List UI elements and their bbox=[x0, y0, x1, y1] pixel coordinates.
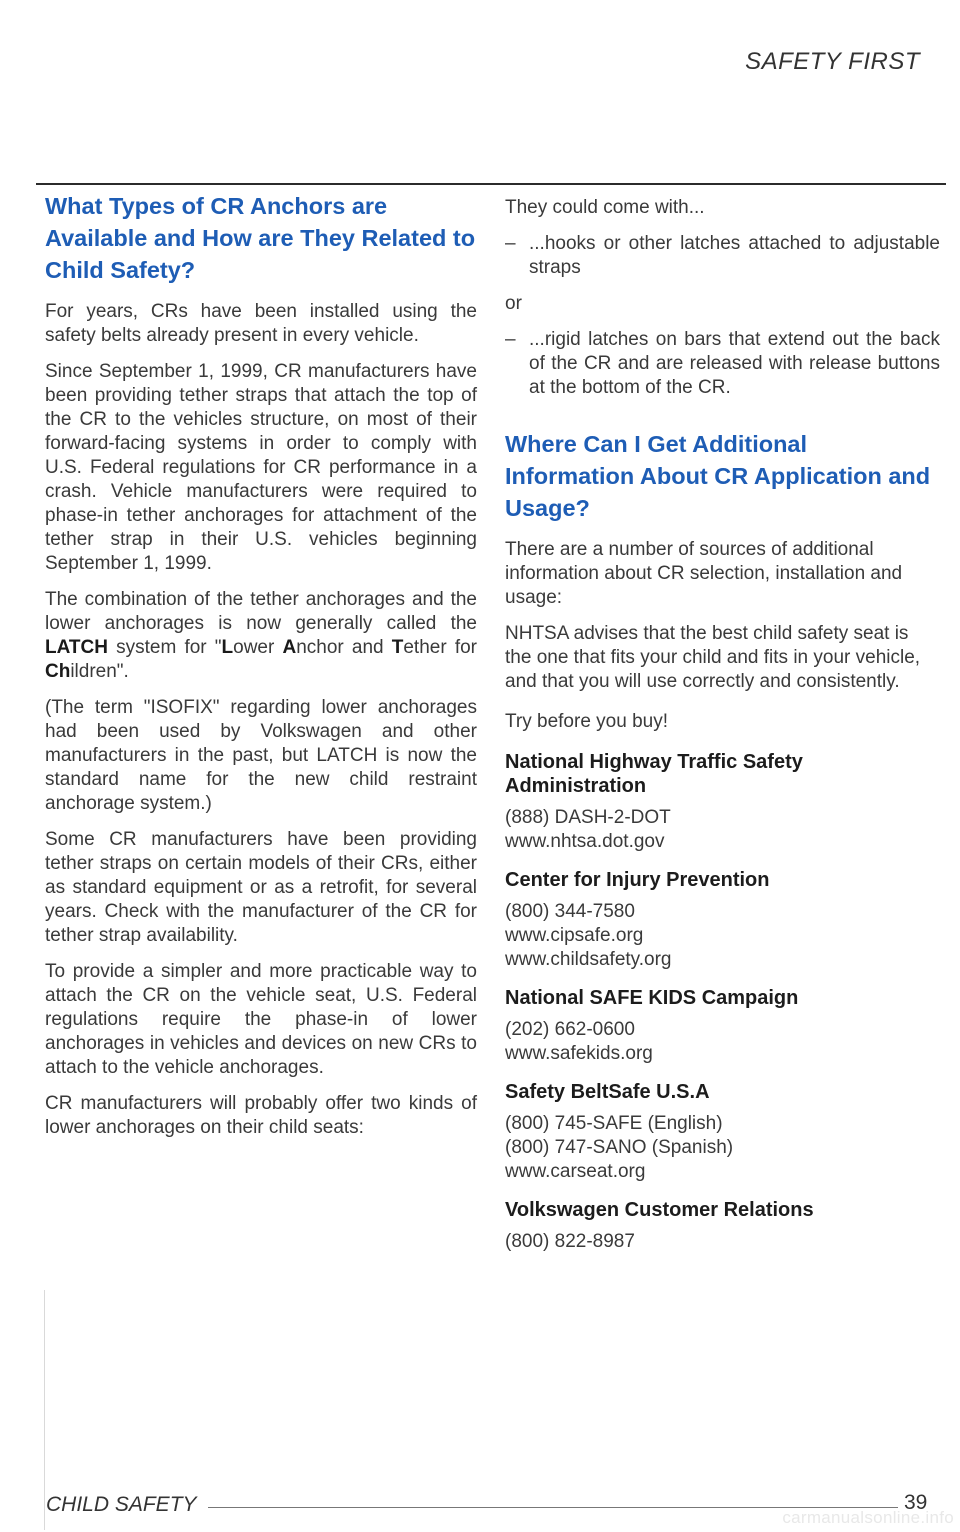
paragraph: (The term "ISOFIX" regarding lower anchorages had been used by Volkswagen and other manufacturers in the past, but LATCH is now the standard name for the new child restraint anchorage system.) bbox=[45, 697, 477, 814]
paragraph-intro: They could come with... bbox=[505, 197, 705, 218]
phone: (888) DASH-2-DOT bbox=[505, 807, 671, 828]
paragraph-try: Try before you buy! bbox=[505, 711, 668, 732]
running-head: SAFETY FIRST bbox=[745, 48, 920, 75]
website-link[interactable]: www.nhtsa.dot.gov bbox=[505, 831, 665, 852]
org-name: Center for Injury Prevention bbox=[505, 869, 770, 891]
paragraph: CR manufacturers will probably offer two kinds of lower anchorages on their child seats: bbox=[45, 1093, 477, 1138]
org-block bbox=[505, 1198, 940, 1254]
page-number: 39 bbox=[904, 1491, 928, 1514]
paragraph: NHTSA advises that the best child safety seat is the one that fits your child and fits in your vehicle, and that you will use correctly and consistently. bbox=[505, 623, 921, 692]
website-link[interactable]: www.carseat.org bbox=[505, 1161, 646, 1182]
paragraph: There are a number of sources of additional information about CR selection, installation and usage: bbox=[505, 539, 903, 608]
margin-line bbox=[44, 1290, 45, 1530]
org-block bbox=[505, 986, 940, 1066]
list-item bbox=[505, 328, 940, 400]
watermark: carmanualsonline.info bbox=[782, 1508, 954, 1527]
list-item-text: ...rigid latches on bars that extend out the back of the CR and are released with release buttons at the bottom of the CR. bbox=[529, 329, 940, 398]
org-block bbox=[505, 1080, 940, 1184]
section-heading-information: Where Can I Get Additional Information About CR Application and Usage? bbox=[505, 431, 931, 521]
paragraph-latch: The combination of the tether anchorages and the lower anchorages is now generally called the LATCH system for "Lower Anchor and Tether for Children". bbox=[45, 589, 477, 682]
paragraph: For years, CRs have been installed using the safety belts already present in every vehicle. bbox=[45, 301, 477, 346]
footer-section-label: CHILD SAFETY bbox=[46, 1493, 197, 1516]
right-column bbox=[505, 190, 940, 1268]
org-name: Volkswagen Customer Relations bbox=[505, 1199, 814, 1221]
top-rule bbox=[36, 183, 946, 185]
list-item-text: ...hooks or other latches attached to adjustable straps bbox=[529, 233, 940, 278]
list-item bbox=[505, 232, 940, 280]
phone: (800) 344-7580 bbox=[505, 901, 635, 922]
phone: (800) 747-SANO (Spanish) bbox=[505, 1137, 734, 1158]
paragraph: Since September 1, 1999, CR manufacturers have been providing tether straps that attach the top of the CR to the vehicles structure, on most of their forward-facing systems in order to comply with U.S. Federal regulations for CR performance in a crash. Vehicle manufacturers were required to phase-in tether anchorages for attachment of the tether strap in their U.S. vehicles beginning September 1, 1999. bbox=[45, 361, 477, 574]
website-link[interactable]: www.safekids.org bbox=[505, 1043, 653, 1064]
phone: (800) 822-8987 bbox=[505, 1231, 635, 1252]
website-link[interactable]: www.cipsafe.org bbox=[505, 925, 644, 946]
or-separator: or bbox=[505, 293, 522, 314]
dash-bullet: – bbox=[505, 233, 516, 254]
dash-bullet: – bbox=[505, 329, 516, 350]
org-name: Safety BeltSafe U.S.A bbox=[505, 1081, 710, 1103]
website-link[interactable]: www.childsafety.org bbox=[505, 949, 672, 970]
phone: (202) 662-0600 bbox=[505, 1019, 635, 1040]
phone: (800) 745-SAFE (English) bbox=[505, 1113, 723, 1134]
paragraph: Some CR manufacturers have been providing tether straps on certain models of their CRs, either as standard equipment or as a retrofit, for several years. Check with the manufacturer of the CR for tether strap availability. bbox=[45, 829, 477, 946]
org-name: National SAFE KIDS Campaign bbox=[505, 987, 799, 1009]
org-block bbox=[505, 868, 940, 972]
section-heading-anchors: What Types of CR Anchors are Available and How are They Related to Child Safety? bbox=[45, 193, 476, 283]
left-column bbox=[45, 190, 477, 1152]
org-name: National Highway Traffic Safety Administration bbox=[505, 751, 803, 797]
org-block bbox=[505, 750, 940, 854]
paragraph: To provide a simpler and more practicable way to attach the CR on the vehicle seat, U.S. Federal regulations require the phase-in of lower anchorages in vehicles and devices on new CRs to attach to the vehicle anchorages. bbox=[45, 961, 477, 1078]
